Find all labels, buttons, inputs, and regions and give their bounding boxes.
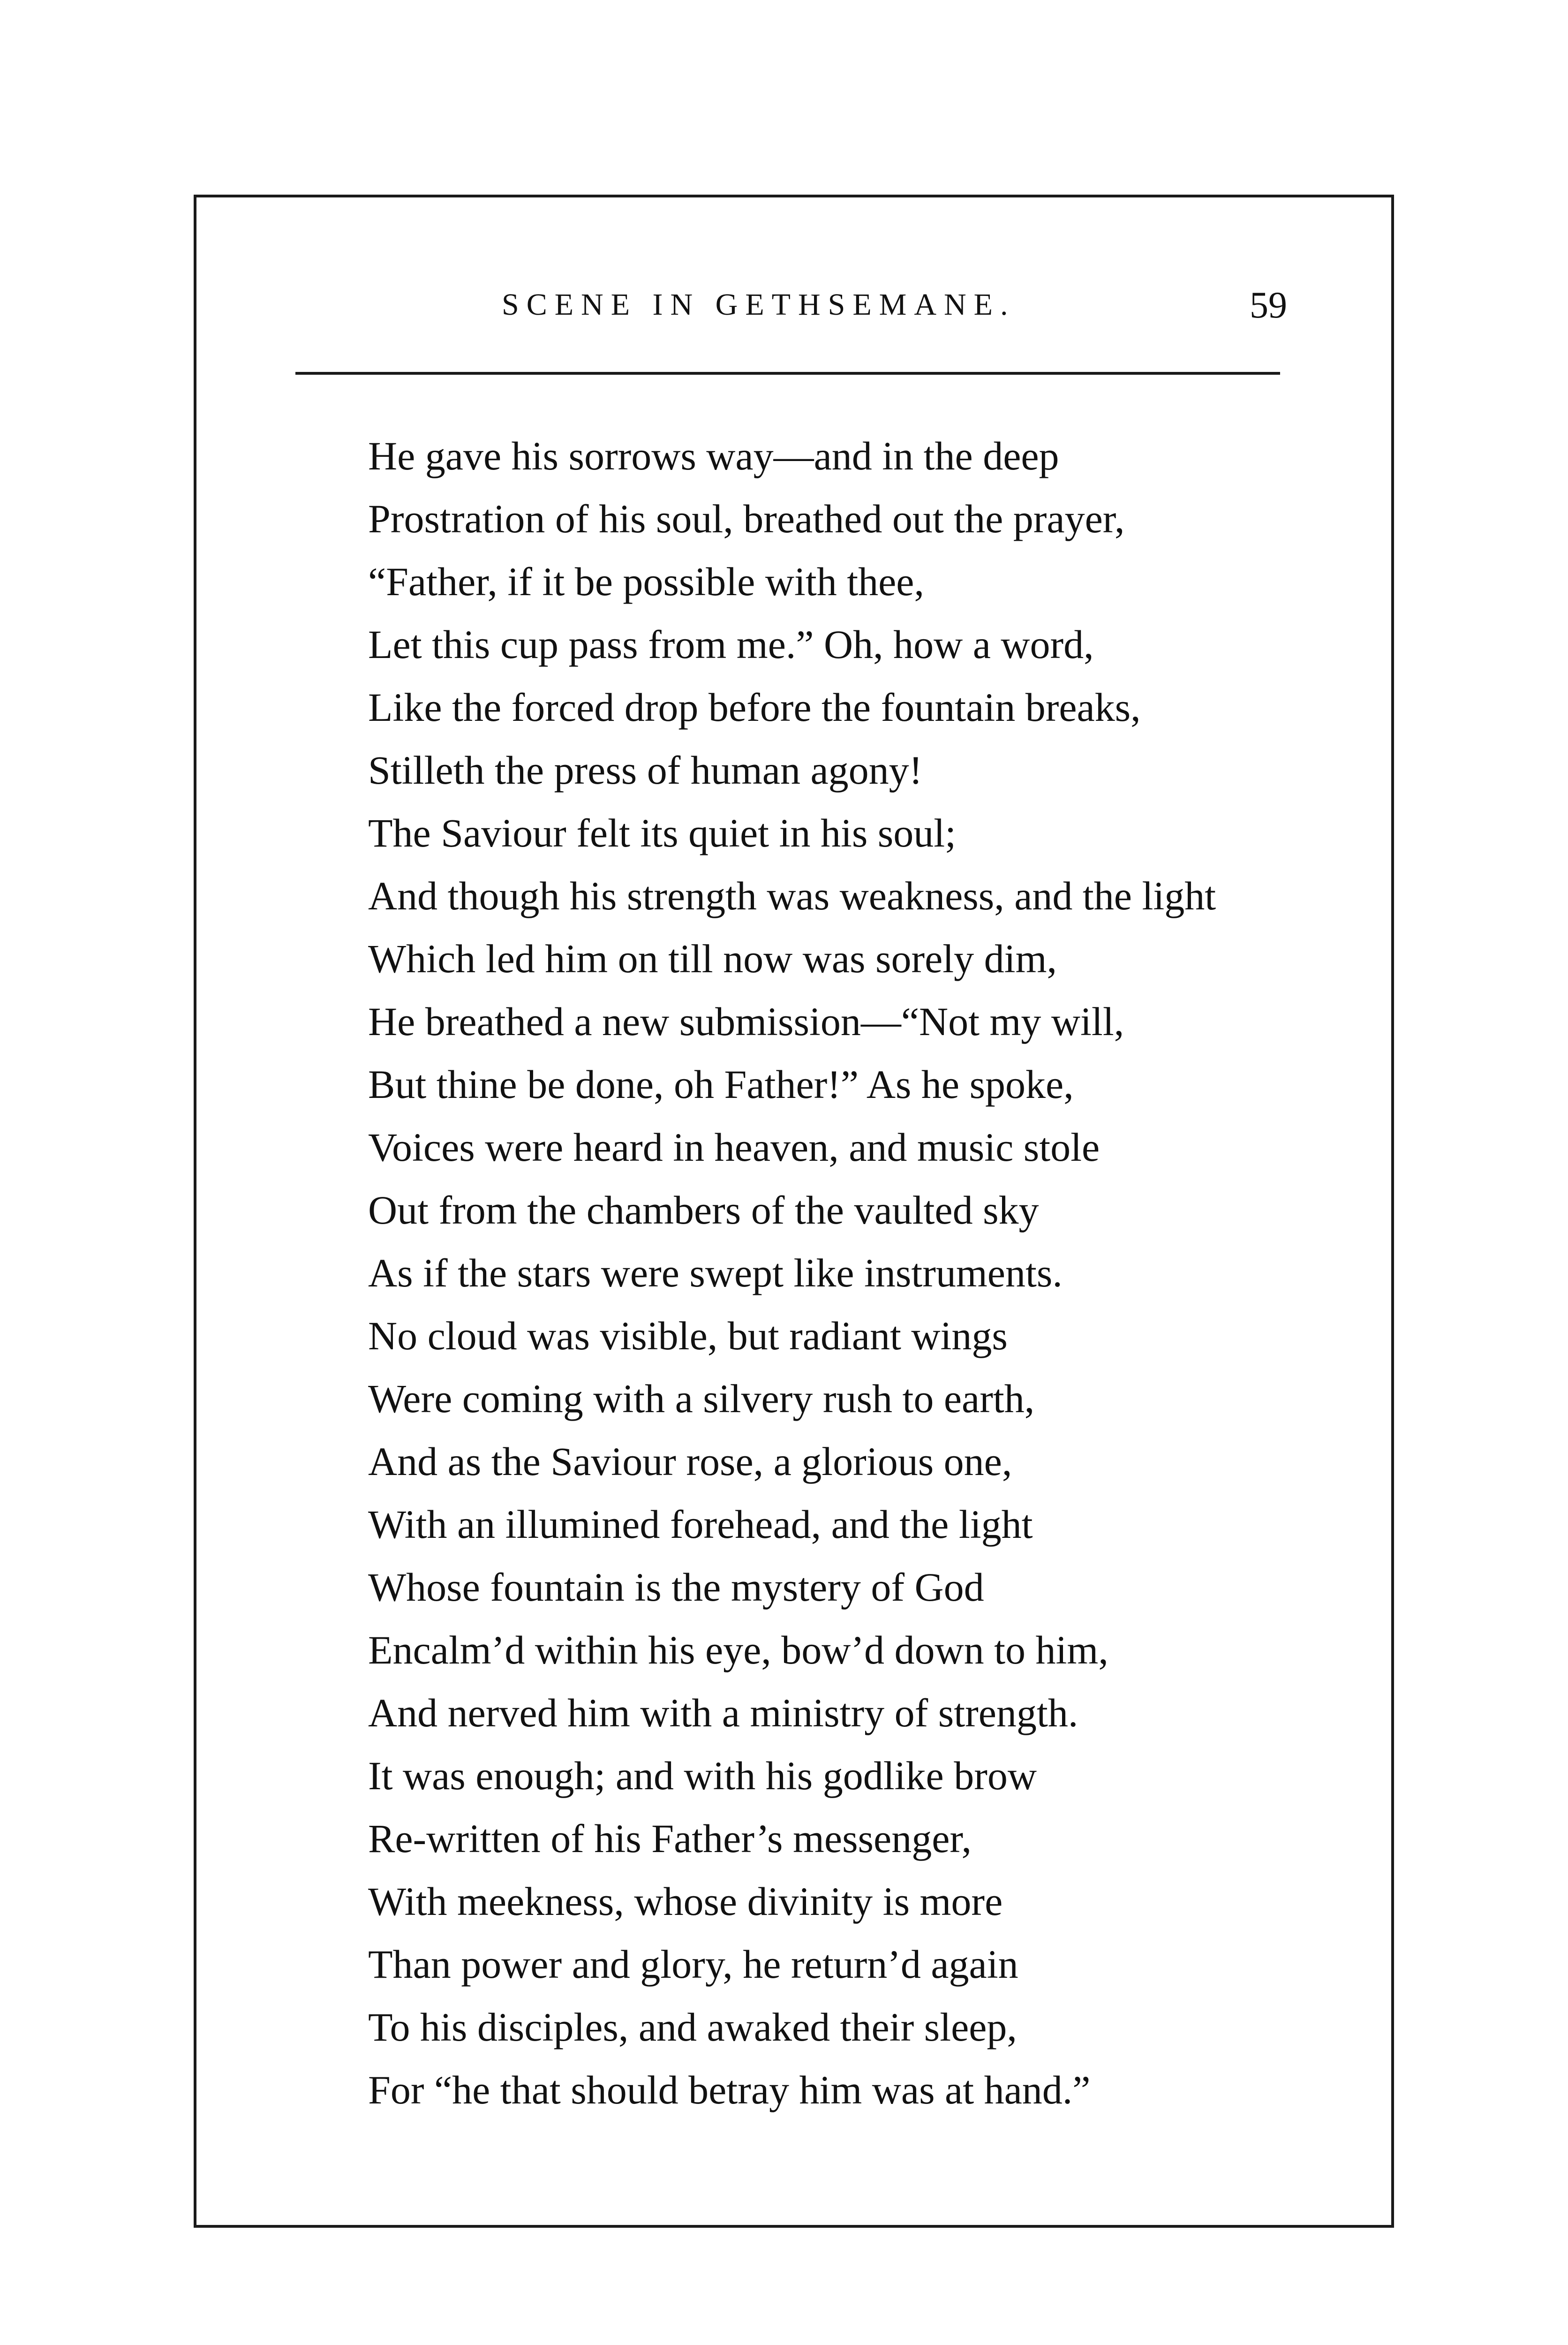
poem-line: Were coming with a silvery rush to earth, — [368, 1376, 1035, 1421]
poem-line: “Father, if it be possible with thee, — [368, 559, 924, 604]
poem-line: As if the stars were swept like instruments. — [368, 1250, 1063, 1295]
poem-line: Re-written of his Father’s messenger, — [368, 1816, 972, 1861]
poem-line: Which led him on till now was sorely dim, — [368, 936, 1057, 981]
poem-line: Whose fountain is the mystery of God — [368, 1565, 984, 1610]
poem-line: Like the forced drop before the fountain breaks, — [368, 685, 1141, 730]
poem-line: And as the Saviour rose, a glorious one, — [368, 1439, 1012, 1484]
poem-line: Out from the chambers of the vaulted sky — [368, 1188, 1039, 1233]
poem-line: And though his strength was weakness, and the light — [368, 873, 1216, 918]
running-title: SCENE IN GETHSEMANE. — [502, 287, 1016, 322]
poem-line: But thine be done, oh Father!” As he spoke, — [368, 1062, 1074, 1107]
poem-line: With an illumined forehead, and the light — [368, 1502, 1033, 1547]
poem-line: With meekness, whose divinity is more — [368, 1879, 1003, 1924]
poem-line: Encalm’d within his eye, bow’d down to him, — [368, 1627, 1108, 1672]
poem-line: Voices were heard in heaven, and music stole — [368, 1125, 1100, 1170]
poem-text — [368, 424, 1216, 2121]
poem-line: It was enough; and with his godlike brow — [368, 1753, 1037, 1798]
poem-line: Stilleth the press of human agony! — [368, 748, 923, 793]
poem-line: Let this cup pass from me.” Oh, how a word, — [368, 622, 1094, 667]
header-rule — [295, 372, 1280, 375]
poem-line: He breathed a new submission—“Not my will, — [368, 999, 1124, 1044]
poem-line: And nerved him with a ministry of strength. — [368, 1690, 1078, 1735]
page-number: 59 — [1250, 285, 1287, 326]
poem-line: He gave his sorrows way—and in the deep — [368, 433, 1059, 478]
poem-line: To his disciples, and awaked their sleep, — [368, 2005, 1017, 2050]
poem-line: For “he that should betray him was at hand.” — [368, 2067, 1091, 2112]
poem-line: No cloud was visible, but radiant wings — [368, 1313, 1008, 1358]
poem-line: The Saviour felt its quiet in his soul; — [368, 810, 957, 855]
poem-line: Than power and glory, he return’d again — [368, 1942, 1018, 1987]
poem-line: Prostration of his soul, breathed out the prayer, — [368, 496, 1125, 541]
